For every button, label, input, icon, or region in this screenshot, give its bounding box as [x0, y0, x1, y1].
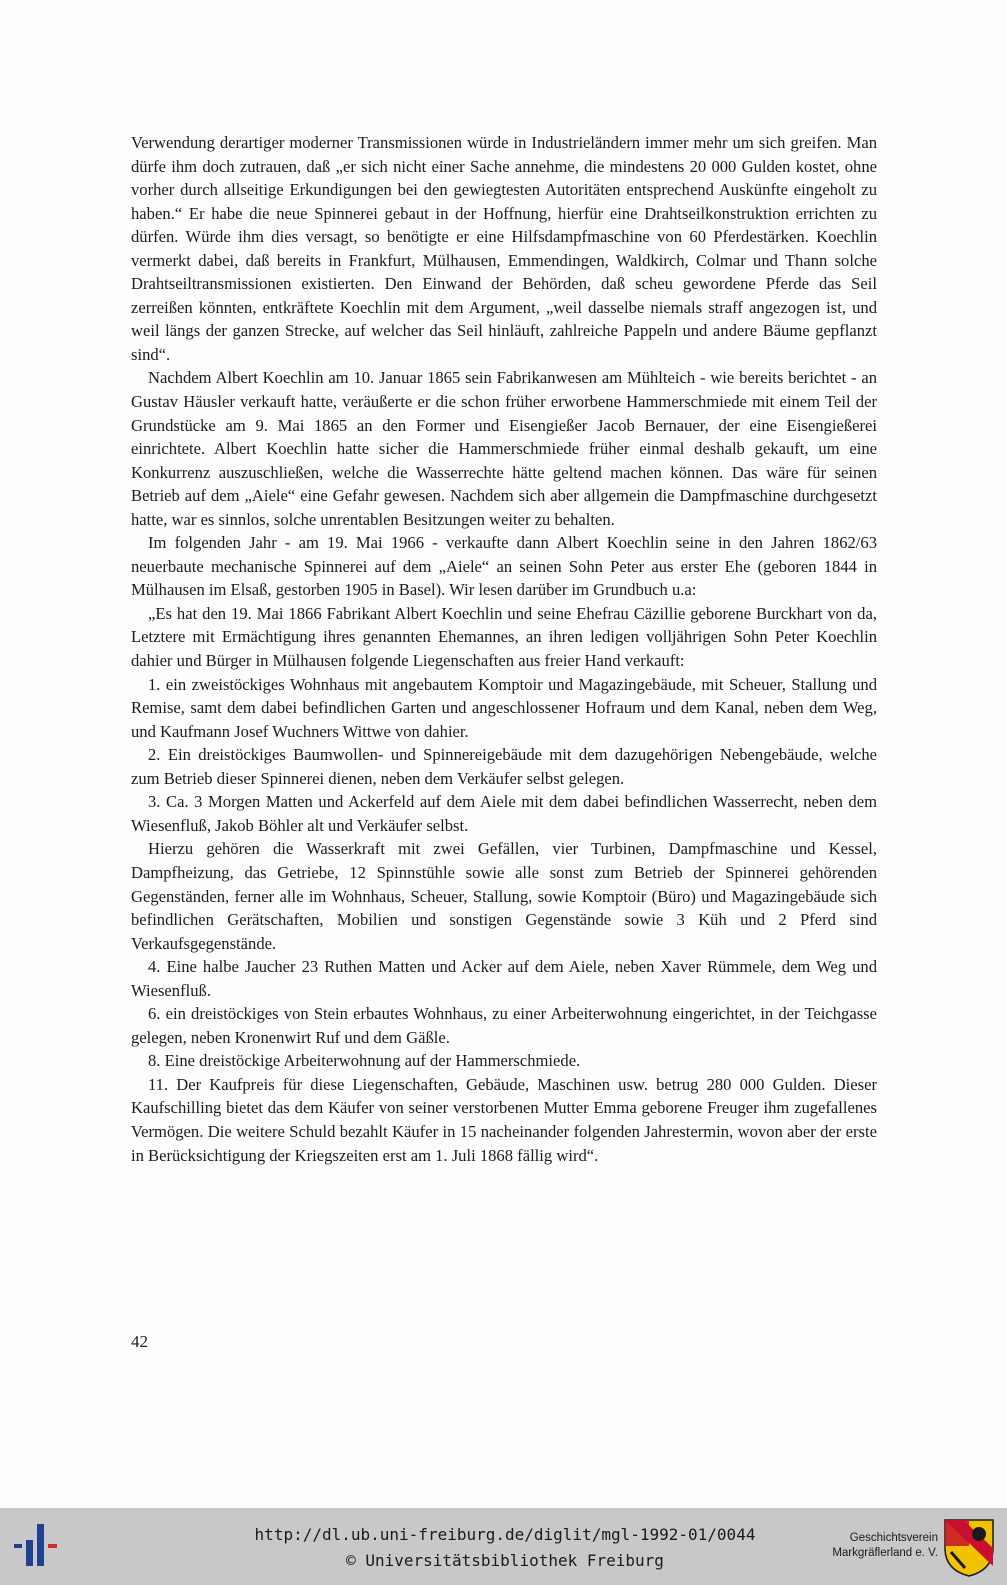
paragraph: Verwendung derartiger moderner Transmissionen würde in Industrieländern immer mehr um sich greifen. Man dürfe ihm doch zutrauen, daß „er sich nicht einer Sache annehme, die mindestens 20 000 Gulden kostet, ohne vorher durch allseitige Erkundigungen bei den gewiegtesten Autoritäten entsprechend Auskünfte eingeholt zu haben.“ Er habe die neue Spinnerei gebaut in der Hoffnung, hierfür eine Drahtseilkonstruktion errichten zu dürfen. Würde ihm dies versagt, so benötigte er eine Hilfsdampfmaschine von 60 Pferdestärken. Koechlin vermerkt dabei, daß bereits in Frankfurt, Mülhausen, Emmendingen, Waldkirch, Colmar und Thann solche Drahtseiltransmissionen existierten. Den Einwand der Behörden, daß scheu gewordene Pferde das Seil zerreißen könnten, entkräftete Koechlin mit dem Argument, „weil dasselbe niemals straff angezogen ist, und weil längs der ganzen Strecke, auf welcher das Seil hinläuft, zahlreiche Pappeln und andere Bäume gepflanzt sind“.: [131, 133, 877, 364]
body-text: [131, 131, 877, 1167]
ub-freiburg-logo-icon: [14, 1522, 64, 1568]
society-line2: Markgräflerland e. V.: [832, 1547, 938, 1559]
society-line1: Geschichtsverein: [849, 1532, 938, 1544]
list-item: 2. Ein dreistöckiges Baumwollen- und Spinnereigebäude mit dem dazugehörigen Nebengebäude, welche zum Betrieb dieser Spinnerei dienen, neben dem Verkäufer selbst gelegen.: [131, 745, 877, 788]
list-item: 4. Eine halbe Jaucher 23 Ruthen Matten und Acker auf dem Aiele, neben Xaver Rümmele, dem Weg und Wiesenfluß.: [131, 957, 877, 1000]
list-item: 1. ein zweistöckiges Wohnhaus mit angebautem Komptoir und Magazingebäude, mit Scheuer, Stallung und Remise, samt dem dabei befindlichen Garten und angeschlossener Hofraum und dem Kanal, neben dem Weg, und Kaufmann Josef Wuchners Wittwe von dahier.: [131, 674, 877, 741]
footer-copyright: © Universitätsbibliothek Freiburg: [346, 1551, 664, 1570]
paragraph: Nachdem Albert Koechlin am 10. Januar 1865 sein Fabrikanwesen am Mühlteich - wie bereits berichtet - an Gustav Häusler verkauft hatte, veräußerte er die schon früher erworbene Hammerschmiede mit einem Teil der Grundstücke am 9. Mai 1865 an den Former und Eisengießer Jacob Bernauer, der eine Eisengießerei einrichtete. Albert Koechlin hatte sicher die Hammerschmiede früher einmal deshalb gekauft, um eine Konkurrenz auszuschließen, welche die Wasserrechte hätte geltend machen können. Das wäre für seinen Betrieb auf dem „Aiele“ eine Gefahr gewesen. Nachdem sich aber allgemein die Dampfmaschine durchgesetzt hatte, war es sinnlos, solche unrentablen Besitzungen weiter zu behalten.: [131, 368, 877, 529]
paragraph: Hierzu gehören die Wasserkraft mit zwei Gefällen, vier Turbinen, Dampfmaschine und Kessel, Dampfheizung, das Getriebe, 12 Spinnstühle sowie alle sonst zum Betrieb der Spinnerei gehörenden Gegenständen, ferner alle im Wohnhaus, Scheuer, Stallung, sowie Komptoir (Büro) und Magazingebäude sich befindlichen Gerätschaften, Mobilien und sonstigen Gegenstände sowie 3 Küh und 2 Pferd sind Verkaufsgegenstände.: [131, 839, 877, 953]
footer-bar: [0, 1508, 1007, 1585]
list-item: 8. Eine dreistöckige Arbeiterwohnung auf der Hammerschmiede.: [148, 1051, 581, 1071]
list-item: 6. ein dreistöckiges von Stein erbautes Wohnhaus, zu einer Arbeiterwohnung eingerichtet, in der Teichgasse gelegen, neben Kronenwirt Ruf und dem Gäßle.: [131, 1004, 877, 1047]
page-number: 42: [131, 1332, 148, 1351]
footer-url-link[interactable]: http://dl.ub.uni-freiburg.de/diglit/mgl-1992-01/0044: [254, 1525, 756, 1544]
list-item: 3. Ca. 3 Morgen Matten und Ackerfeld auf dem Aiele mit dem dabei befindlichen Wasserrecht, neben dem Wiesenfluß, Jakob Böhler alt und Verkäufer selbst.: [131, 792, 877, 835]
coat-of-arms-icon: [943, 1518, 995, 1578]
society-name: [808, 1531, 938, 1561]
list-item: 11. Der Kaufpreis für diese Liegenschaften, Gebäude, Maschinen usw. betrug 280 000 Gulden. Dieser Kaufschilling bietet das dem Käufer von seiner verstorbenen Mutter Emma geborene Freuger ihm zugefallenes Vermögen. Die weitere Schuld bezahlt Käufer in 15 nacheinander folgenden Jahrestermin, wovon aber der erste in Berücksichtigung der Kriegszeiten erst am 1. Juli 1868 fällig wird“.: [131, 1074, 877, 1165]
paragraph: Im folgenden Jahr - am 19. Mai 1966 - verkaufte dann Albert Koechlin seine in den Jahren 1862/63 neuerbaute mechanische Spinnerei auf dem „Aiele“ an seinen Sohn Peter aus erster Ehe (geboren 1844 in Mülhausen im Elsaß, gestorben 1905 in Basel). Wir lesen darüber im Grundbuch u.a:: [131, 533, 877, 600]
paragraph: „Es hat den 19. Mai 1866 Fabrikant Albert Koechlin und seine Ehefrau Cäzillie geborene Burckhart von da, Letztere mit Ermächtigung ihres genannten Ehemannes, an ihren ledigen volljährigen Sohn Peter Koechlin dahier und Bürger in Mülhausen folgende Liegenschaften aus freier Hand verkauft:: [131, 603, 877, 671]
